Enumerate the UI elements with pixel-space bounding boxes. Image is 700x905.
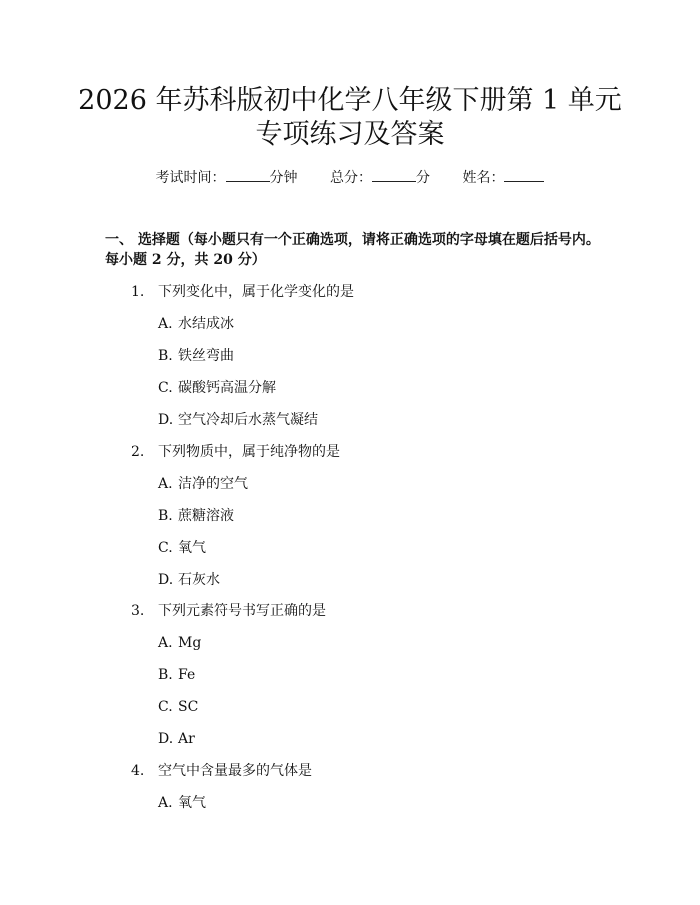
option-text: Fe <box>178 667 196 683</box>
q4-option-a <box>158 793 206 813</box>
q3-option-b <box>158 665 195 685</box>
exam-time-label: 考试时间： <box>155 170 226 186</box>
question-number: 4. <box>131 763 145 779</box>
option-letter: A. <box>158 476 173 492</box>
total-score-unit: 分 <box>416 170 430 186</box>
total-score-field <box>330 170 434 186</box>
option-text: SC <box>178 699 199 715</box>
option-letter: D. <box>158 572 174 588</box>
q1-option-a <box>158 314 234 334</box>
option-text: 空气冷却后水蒸气凝结 <box>178 412 318 428</box>
option-text: 水结成冰 <box>178 316 234 332</box>
option-text: 蔗糖溶液 <box>178 508 234 524</box>
q1-option-b <box>158 346 234 366</box>
q2-option-b <box>158 506 234 526</box>
q1-option-d <box>158 410 318 430</box>
q3-option-c <box>158 697 198 717</box>
option-text: 氧气 <box>178 795 206 811</box>
option-text: Mg <box>178 635 202 651</box>
option-text: Ar <box>178 731 195 747</box>
exam-time-unit: 分钟 <box>269 170 298 186</box>
option-letter: C. <box>158 540 173 556</box>
exam-info-row <box>0 167 700 188</box>
question-text: 空气中含量最多的气体是 <box>158 763 312 779</box>
option-letter: A. <box>158 795 173 811</box>
q3-option-a <box>158 633 201 653</box>
option-letter: C. <box>158 380 173 396</box>
q2-option-a <box>158 474 248 494</box>
section-heading-line-2: 每小题 2 分，共 20 分） <box>105 252 266 268</box>
option-letter: B. <box>158 667 173 683</box>
q2-option-c <box>158 538 206 558</box>
question-4 <box>131 761 312 781</box>
total-score-label: 总分： <box>330 170 372 186</box>
q3-option-d <box>158 729 195 749</box>
option-letter: B. <box>158 348 173 364</box>
option-text: 铁丝弯曲 <box>178 348 234 364</box>
exam-time-field <box>156 170 302 186</box>
section-heading-line-1: 一、 选择题（每小题只有一个正确选项，请将正确选项的字母填在题后括号内。 <box>105 232 600 248</box>
option-text: 洁净的空气 <box>178 476 248 492</box>
option-letter: D. <box>158 412 174 428</box>
question-2 <box>131 442 340 462</box>
total-score-blank[interactable] <box>372 167 416 182</box>
student-name-label: 姓名： <box>462 170 505 186</box>
option-letter: A. <box>158 635 173 651</box>
option-letter: C. <box>158 699 173 715</box>
student-name-field <box>462 170 544 186</box>
option-letter: B. <box>158 508 173 524</box>
question-1 <box>131 282 354 302</box>
question-number: 1. <box>131 284 145 300</box>
question-number: 2. <box>131 444 145 460</box>
option-letter: D. <box>158 731 174 747</box>
option-text: 氧气 <box>178 540 206 556</box>
page-title-line-1: 2026 年苏科版初中化学八年级下册第 1 单元 <box>78 85 622 116</box>
option-text: 石灰水 <box>178 572 220 588</box>
question-3 <box>131 601 326 621</box>
question-text: 下列元素符号书写正确的是 <box>158 603 326 619</box>
q1-option-c <box>158 378 276 398</box>
option-letter: A. <box>158 316 173 332</box>
q2-option-d <box>158 570 220 590</box>
question-text: 下列物质中，属于纯净物的是 <box>158 444 340 460</box>
question-number: 3. <box>131 603 145 619</box>
exam-time-blank[interactable] <box>226 167 270 182</box>
page-title-line-2: 专项练习及答案 <box>255 119 445 150</box>
option-text: 碳酸钙高温分解 <box>178 380 276 396</box>
student-name-blank[interactable] <box>504 167 544 182</box>
question-text: 下列变化中，属于化学变化的是 <box>158 284 354 300</box>
